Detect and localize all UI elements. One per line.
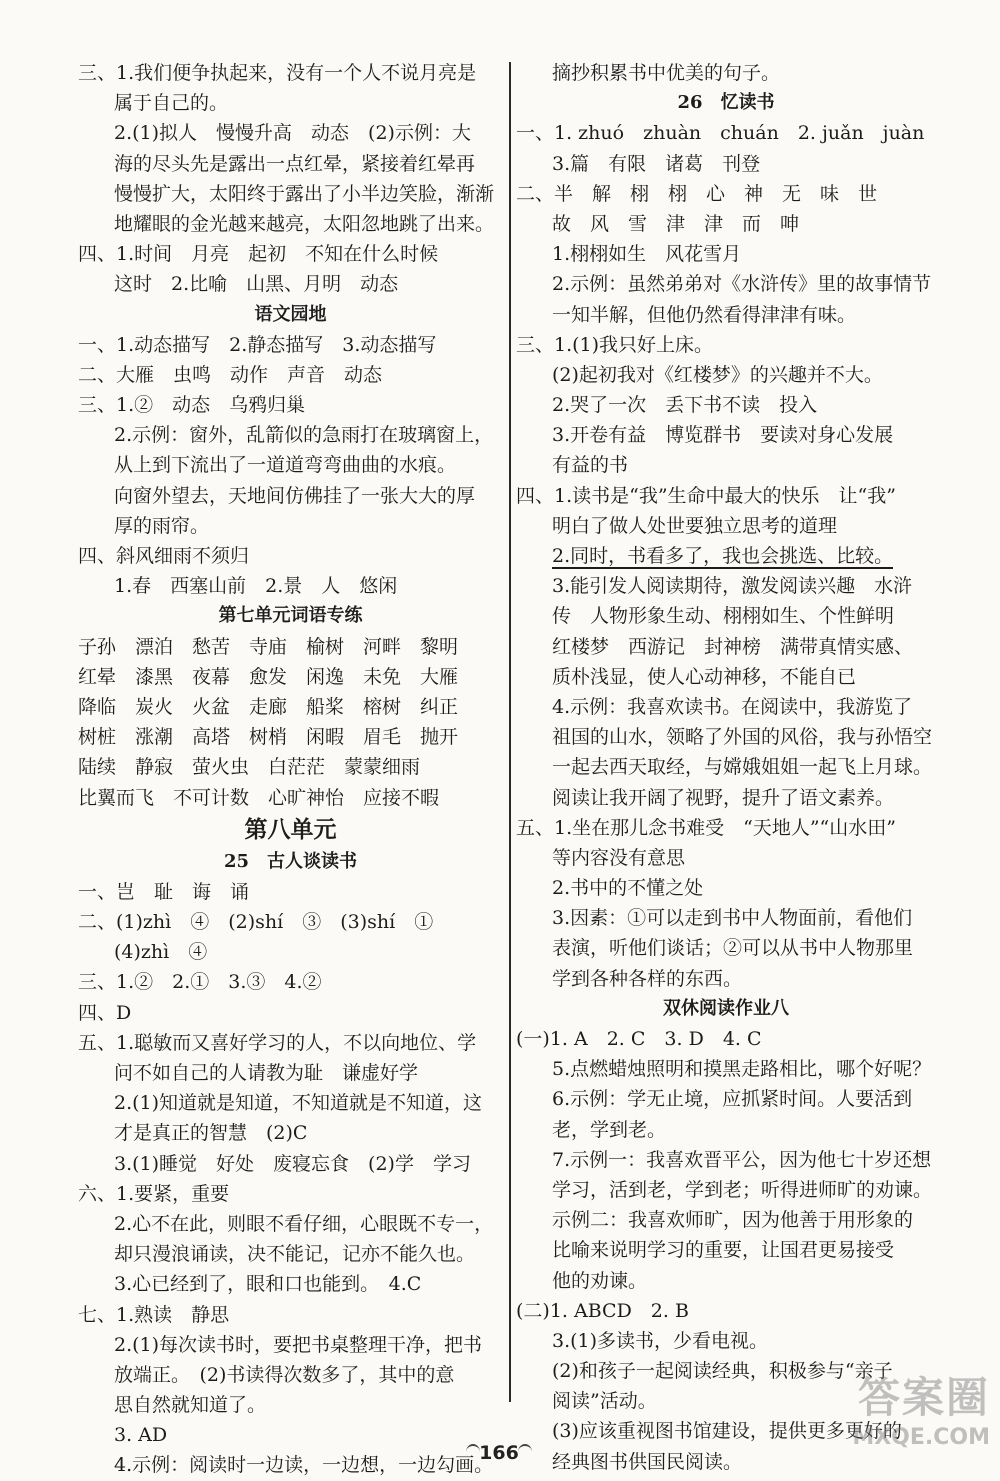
watermark	[780, 1373, 990, 1465]
left-line: 1.春 西塞山前 2.景 人 悠闲	[114, 575, 398, 598]
left-line: 海的尽头先是露出一点红晕，紧接着红晕再	[114, 152, 476, 175]
left-line: 三、1.② 2.① 3.③ 4.②	[78, 971, 322, 994]
left-line: 降临 炭火 火盆 走廊 船桨 榕树 纠正	[78, 695, 459, 718]
right-line: 4.示例：我喜欢读书。在阅读中，我游览了	[552, 695, 913, 718]
right-line: 6.示例：学无止境，应抓紧时间。人要活到	[552, 1088, 913, 1111]
right-line: 2.书中的不懂之处	[552, 877, 704, 900]
right-line: 3.能引发人阅读期待，激发阅读兴趣 水浒	[552, 575, 913, 598]
left-line: 二、(1)zhì ④ (2)shí ③ (3)shí ①	[78, 911, 434, 934]
left-line: 语文园地	[254, 303, 327, 325]
left-line: 才是真正的智慧 (2)C	[114, 1122, 308, 1145]
left-line: 七、1.熟读 静思	[78, 1303, 230, 1326]
right-line: 示例二：我喜欢师旷，因为他善于用形象的	[552, 1209, 914, 1232]
right-line: 故 风 雪 津 津 而 呻	[552, 212, 800, 235]
watermark-url: MXQE.COM	[852, 1425, 990, 1450]
right-line: 3.(1)多读书，少看电视。	[552, 1329, 769, 1352]
right-line: 阅读让我开阔了视野，提升了语文素养。	[552, 786, 895, 809]
left-line: 一、岂 耻 诲 诵	[78, 880, 250, 903]
left-line: 3.(1)睡觉 好处 废寝忘食 (2)学 学习	[114, 1152, 471, 1175]
left-line: 比翼而飞 不可计数 心旷神怡 应接不暇	[78, 786, 440, 809]
left-line: 陆续 静寂 萤火虫 白茫茫 蒙蒙细雨	[78, 756, 421, 779]
right-line: 等内容没有意思	[552, 846, 686, 869]
right-line: 经典图书供国民阅读。	[552, 1450, 743, 1473]
left-line: 地耀眼的金光越来越亮，太阳忽地跳了出来。	[114, 212, 495, 235]
left-line: 从上到下流出了一道道弯弯曲曲的水痕。	[114, 454, 457, 477]
watermark-logo: 答案圈	[857, 1373, 990, 1422]
right-line: 质朴浅显，使人心动神移，不能自已	[552, 665, 857, 688]
left-line: 3. AD	[114, 1424, 168, 1447]
right-line: 摘抄积累书中优美的句子。	[552, 62, 781, 84]
right-line: 学习，活到老，学到老；听得进师旷的劝谏。	[552, 1178, 933, 1201]
left-line: 三、1.② 动态 乌鸦归巢	[78, 394, 306, 417]
right-line: 双休阅读作业八	[663, 997, 789, 1019]
right-line: 一、1. zhuó zhuàn chuán 2. juǎn juàn	[516, 122, 925, 145]
right-line: 二、半 解 栩 栩 心 神 无 味 世	[516, 182, 878, 205]
right-line: 5.点燃蜡烛照明和摸黑走路相比，哪个好呢？	[552, 1058, 932, 1081]
right-line: 1.栩栩如生 风花雪月	[552, 243, 742, 266]
right-column	[516, 58, 936, 1477]
right-line: 一起去西天取经，与嫦娥姐姐一起飞上月球。	[552, 756, 933, 779]
left-line: 2.心不在此，则眼不看仔细，心眼既不专一，	[114, 1212, 494, 1235]
right-line: 老，学到老。	[552, 1118, 667, 1141]
left-line: (4)zhì ④	[114, 941, 208, 964]
right-line: (3)应该重视图书馆建设，提供更多更好的	[552, 1420, 902, 1443]
left-line: 4.示例：阅读时一边读，一边想，一边勾画。	[114, 1454, 494, 1477]
right-line: 四、1.读书是“我”生命中最大的快乐 让“我”	[516, 484, 896, 507]
right-line: 学到各种各样的东西。	[552, 967, 743, 990]
left-line: 这时 2.比喻 山黑、月明 动态	[114, 273, 399, 296]
right-ornament-icon	[518, 1444, 532, 1460]
left-line: 2.(1)知道就是知道，不知道就是不知道，这	[114, 1092, 483, 1115]
right-line: 2.示例：虽然弟弟对《水浒传》里的故事情节	[552, 273, 932, 296]
right-line: 一知半解，但他仍然看得津津有味。	[552, 303, 857, 326]
left-line: 厚的雨帘。	[114, 514, 210, 537]
left-line: 子孙 漂泊 愁苦 寺庙 榆树 河畔 黎明	[78, 635, 459, 658]
right-line: 比喻来说明学习的重要，让国君更易接受	[552, 1239, 895, 1262]
left-line: 红晕 漆黑 夜幕 愈发 闲逸 未免 大雁	[78, 665, 459, 688]
right-line: 表演，听他们谈话；②可以从书中人物那里	[552, 937, 914, 960]
left-line: 3.心已经到了，眼和口也能到。 4.C	[114, 1273, 422, 1296]
right-line: 有益的书	[552, 454, 629, 477]
right-line: (一)1. A 2. C 3. D 4. C	[516, 1028, 762, 1050]
right-line: (2)和孩子一起阅读经典，积极参与“亲子	[552, 1360, 893, 1383]
left-line: 四、D	[78, 1001, 132, 1024]
left-line: 2.(1)拟人 慢慢升高 动态 (2)示例：大	[114, 122, 471, 145]
right-line: 7.示例一：我喜欢晋平公，因为他七十岁还想	[552, 1148, 932, 1171]
right-line: 3.因素：①可以走到书中人物面前，看他们	[552, 907, 913, 930]
right-line: 阅读”活动。	[552, 1390, 657, 1413]
left-line: 2.(1)每次读书时，要把书桌整理干净，把书	[114, 1333, 483, 1356]
left-line: 25 古人谈读书	[223, 850, 358, 872]
right-line: 他的劝谏。	[552, 1269, 648, 1292]
left-line: 一、1.动态描写 2.静态描写 3.动态描写	[78, 333, 437, 356]
left-line: 三、1.我们便争执起来，没有一个人不说月亮是	[78, 62, 477, 84]
column-divider	[509, 62, 511, 1402]
page-number-text: 166	[479, 1442, 519, 1464]
left-line: 树桩 涨潮 高塔 树梢 闲暇 眉毛 抛开	[78, 726, 459, 749]
right-line: (2)起初我对《红楼梦》的兴趣并不大。	[552, 363, 883, 386]
right-line: 3.开卷有益 博览群书 要读对身心发展	[552, 424, 894, 447]
left-line: 四、斜风细雨不须归	[78, 545, 250, 567]
left-column	[78, 58, 503, 1481]
left-line: 六、1.要紧，重要	[78, 1182, 230, 1205]
left-line: 却只漫浪诵读，决不能记，记亦不能久也。	[114, 1243, 476, 1266]
left-line: 向窗外望去，天地间仿佛挂了一张大大的厚	[114, 484, 476, 507]
left-line: 问不如自己的人请教为耻 谦虚好学	[114, 1062, 419, 1084]
left-line: 放端正。 (2)书读得次数多了，其中的意	[114, 1363, 455, 1386]
right-line	[516, 541, 936, 571]
right-line: 祖国的山水，领略了外国的风俗，我与孙悟空	[552, 726, 933, 749]
left-line: 第七单元词语专练	[218, 605, 363, 627]
right-line: 五、1.坐在那儿念书难受 “天地人”“山水田”	[516, 816, 896, 839]
right-line: 2.哭了一次 丢下书不读 投入	[552, 394, 818, 417]
right-line: 3.篇 有限 诸葛 刊登	[552, 152, 761, 175]
left-line: 四、1.时间 月亮 起初 不知在什么时候	[78, 243, 439, 266]
page-number	[466, 1440, 532, 1466]
left-line: 二、大雁 虫鸣 动作 声音 动态	[78, 363, 383, 386]
left-line: 2.示例：窗外，乱箭似的急雨打在玻璃窗上，	[114, 424, 494, 447]
underlined-text: 2.同时，书看多了，我也会挑选、比较。	[552, 545, 894, 567]
left-line: 思自然就知道了。	[114, 1394, 267, 1417]
right-line: 红楼梦 西游记 封神榜 满带真情实感、	[552, 635, 914, 658]
right-line: (二)1. ABCD 2. B	[516, 1299, 689, 1322]
right-line: 26 忆读书	[677, 92, 775, 114]
left-ornament-icon	[466, 1444, 480, 1460]
right-line: 传 人物形象生动、栩栩如生、个性鲜明	[552, 605, 895, 628]
right-line: 三、1.(1)我只好上床。	[516, 333, 714, 356]
left-line: 第八单元	[244, 815, 337, 843]
right-line: 明白了做人处世要独立思考的道理	[552, 514, 838, 537]
left-line: 慢慢扩大，太阳终于露出了小半边笑脸，渐渐	[114, 182, 495, 205]
left-line: 属于自己的。	[114, 92, 229, 115]
left-line: 五、1.聪敏而又喜好学习的人，不以向地位、学	[78, 1031, 477, 1054]
